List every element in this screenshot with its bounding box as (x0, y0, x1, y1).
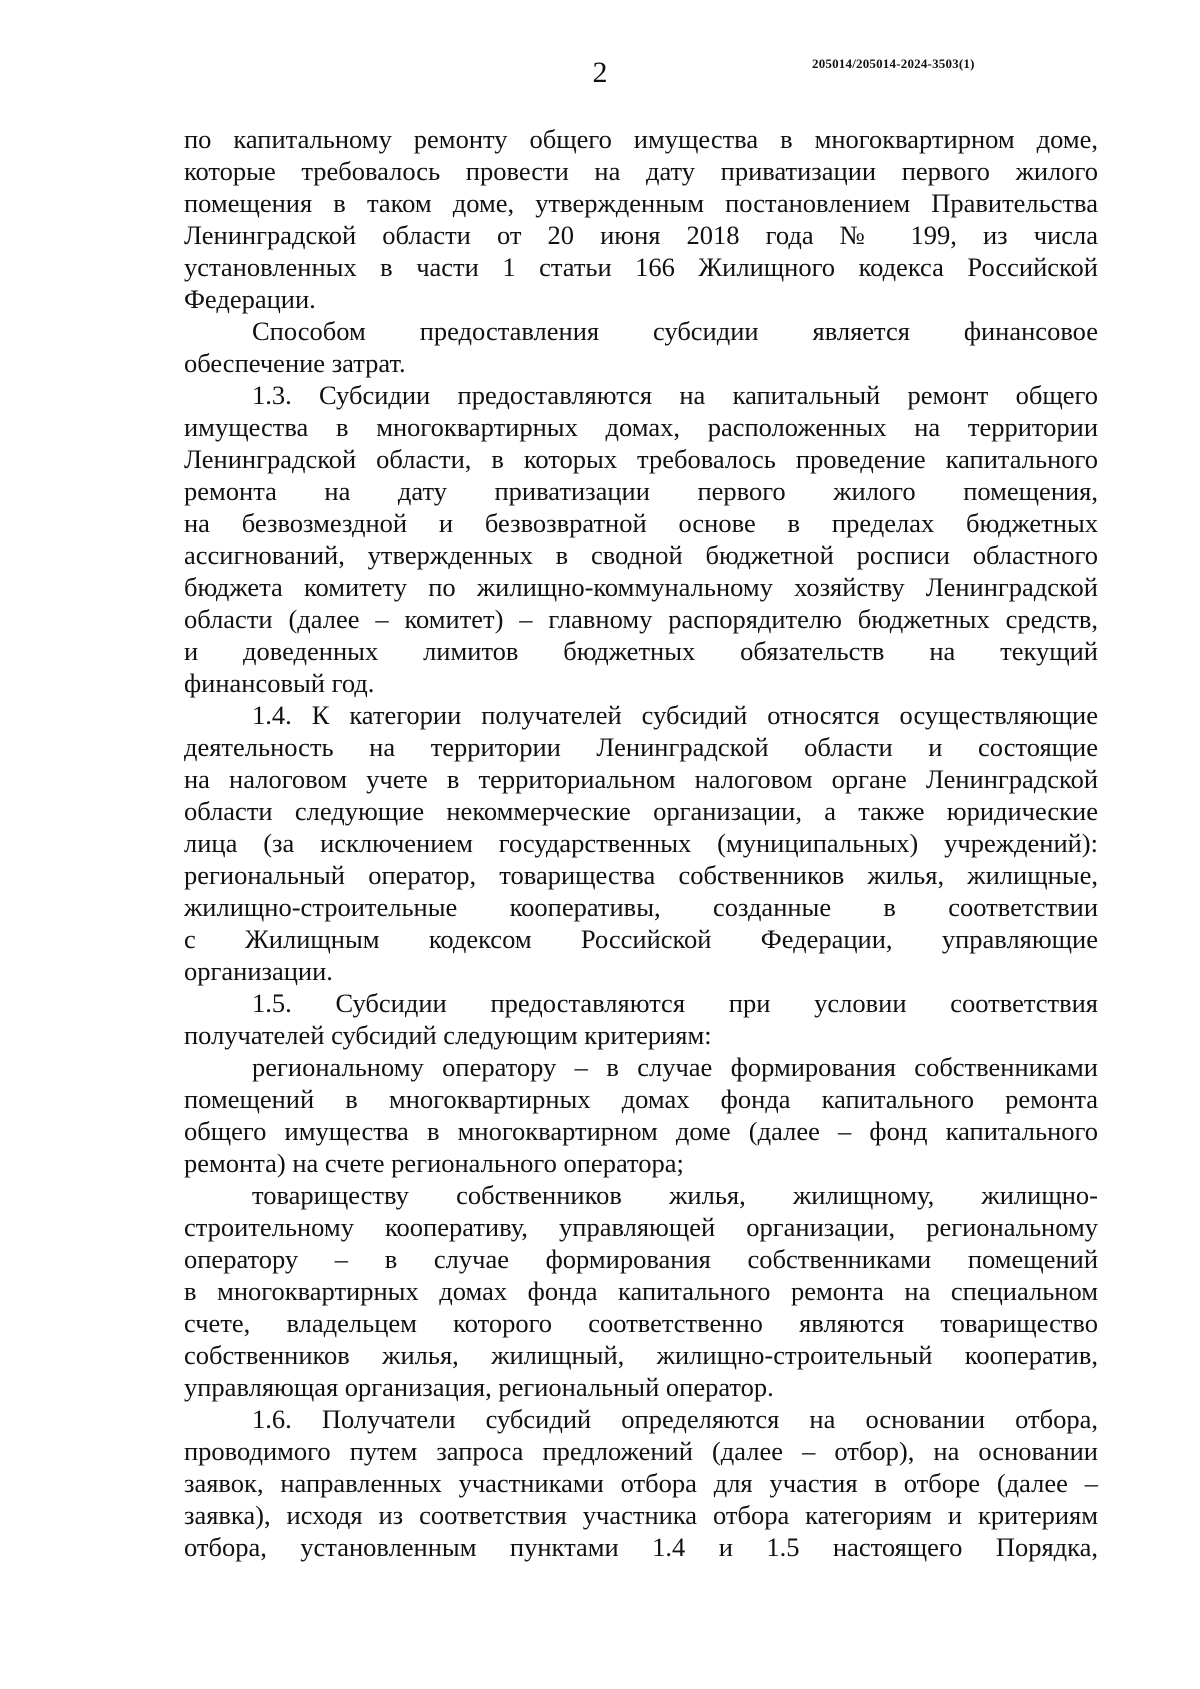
body-text-line: установленных в части 1 статьи 166 Жилищного кодекса Российской (184, 252, 1098, 282)
body-text-line: жилищно-строительные кооперативы, созданные в соответствии (184, 892, 1098, 922)
body-text-line: региональному оператору – в случае формирования собственниками (252, 1052, 1098, 1082)
body-text-line: на безвозмездной и безвозвратной основе в пределах бюджетных (184, 508, 1098, 538)
body-text-line: лица (за исключением государственных (муниципальных) учреждений): (184, 828, 1098, 858)
body-text-line: Ленинградской области от 20 июня 2018 года № 199, из числа (184, 220, 1098, 250)
body-text-line: помещения в таком доме, утвержденным постановлением Правительства (184, 188, 1098, 218)
body-text-line: 1.4. К категории получателей субсидий относятся осуществляющие (252, 700, 1098, 730)
body-text-line: по капитальному ремонту общего имущества в многоквартирном доме, (184, 124, 1098, 154)
body-text-line: помещений в многоквартирных домах фонда капитального ремонта (184, 1084, 1098, 1114)
body-text-line: ассигнований, утвержденных в сводной бюджетной росписи областного (184, 540, 1098, 570)
document-body (184, 123, 1098, 1563)
body-text-line: 1.5. Субсидии предоставляются при условии соответствия (252, 988, 1098, 1018)
body-text-line: 1.3. Субсидии предоставляются на капитальный ремонт общего (252, 380, 1098, 410)
body-text-line: заявка), исходя из соответствия участника отбора категориям и критериям (184, 1500, 1098, 1530)
body-text-line: ремонта) на счете регионального оператора; (184, 1148, 684, 1178)
body-text-line: деятельность на территории Ленинградской области и состоящие (184, 732, 1098, 762)
body-text-line: которые требовалось провести на дату приватизации первого жилого (184, 156, 1098, 186)
body-text-line: строительному кооперативу, управляющей организации, региональному (184, 1212, 1098, 1242)
body-text-line: на налоговом учете в территориальном налоговом органе Ленинградской (184, 764, 1098, 794)
body-text-line: счете, владельцем которого соответственно являются товарищество (184, 1308, 1098, 1338)
page-number: 2 (592, 56, 608, 89)
body-text-line: отбора, установленным пунктами 1.4 и 1.5 настоящего Порядка, (184, 1532, 1098, 1562)
body-text-line: бюджета комитету по жилищно-коммунальному хозяйству Ленинградской (184, 572, 1098, 602)
body-text-line: области следующие некоммерческие организации, а также юридические (184, 796, 1098, 826)
body-text-line: общего имущества в многоквартирном доме (далее – фонд капитального (184, 1116, 1098, 1146)
body-text-line: ремонта на дату приватизации первого жилого помещения, (184, 476, 1098, 506)
body-text-line: 1.6. Получатели субсидий определяются на основании отбора, (252, 1404, 1098, 1434)
document-code: 205014/205014-2024-3503(1) (812, 56, 975, 71)
body-text-line: собственников жилья, жилищный, жилищно-строительный кооператив, (184, 1340, 1098, 1370)
body-text-line: оператору – в случае формирования собственниками помещений (184, 1244, 1098, 1274)
body-text-line: обеспечение затрат. (184, 348, 406, 378)
body-text-line: Способом предоставления субсидии является финансовое (252, 316, 1098, 346)
body-text-line: заявок, направленных участниками отбора для участия в отборе (далее – (184, 1468, 1098, 1498)
body-text-line: Ленинградской области, в которых требовалось проведение капитального (184, 444, 1098, 474)
body-text-line: управляющая организация, региональный оператор. (184, 1372, 774, 1402)
body-text-line: региональный оператор, товарищества собственников жилья, жилищные, (184, 860, 1098, 890)
body-text-line: в многоквартирных домах фонда капитального ремонта на специальном (184, 1276, 1098, 1306)
body-text-line: финансовый год. (184, 668, 375, 698)
body-text-line: имущества в многоквартирных домах, расположенных на территории (184, 412, 1098, 442)
body-text-line: получателей субсидий следующим критериям: (184, 1020, 712, 1050)
body-text-line: и доведенных лимитов бюджетных обязательств на текущий (184, 636, 1098, 666)
body-text-line: проводимого путем запроса предложений (далее – отбор), на основании (184, 1436, 1098, 1466)
body-text-line: Федерации. (184, 284, 316, 314)
body-text-line: области (далее – комитет) – главному распорядителю бюджетных средств, (184, 604, 1098, 634)
body-text-line: товариществу собственников жилья, жилищному, жилищно- (252, 1180, 1098, 1210)
body-text-line: организации. (184, 956, 333, 986)
body-text-line: с Жилищным кодексом Российской Федерации, управляющие (184, 924, 1098, 954)
